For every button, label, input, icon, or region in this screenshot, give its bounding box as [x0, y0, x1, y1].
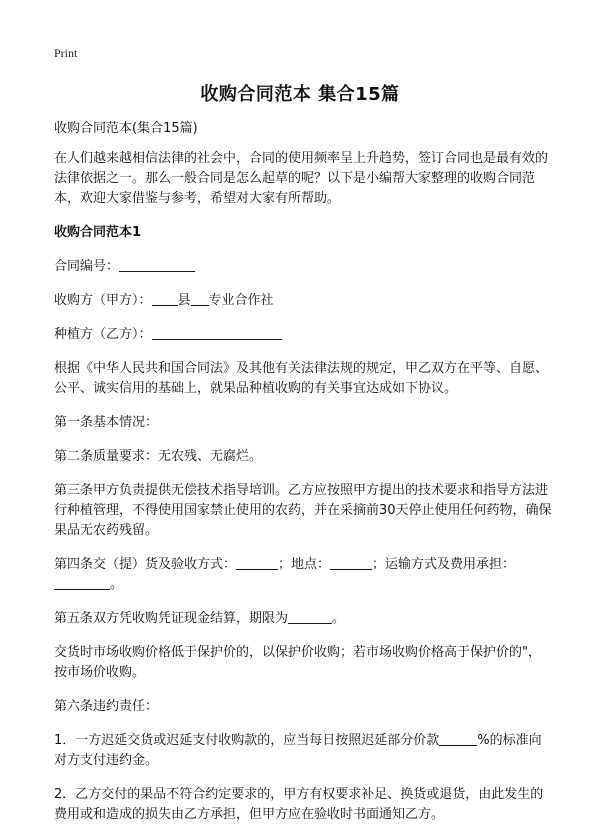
- article-5-blank: [288, 609, 332, 624]
- buyer-coop-blank: [191, 291, 209, 306]
- article-6: 第六条违约责任：: [54, 699, 159, 714]
- buyer-label: 收购方（甲方）：: [54, 293, 152, 308]
- article-4-transport-blank: [54, 575, 110, 590]
- buyer-line: [54, 291, 552, 311]
- intro-paragraph: 在人们越来越相信法律的社会中，合同的使用频率呈上升趋势，签订合同也是最有效的法律依据之一。那么一般合同是怎么起草的呢？以下是小编帮大家整理的收购合同范本，欢迎大家借鉴与参考，希望对大家有所帮助。: [54, 151, 549, 206]
- grower-label: 种植方（乙方）：: [54, 327, 152, 342]
- buyer-county-text: 县: [177, 293, 191, 308]
- contract-number-label: 合同编号：: [54, 259, 120, 274]
- section-heading: 收购合同范本1: [54, 225, 142, 240]
- clause-1: [54, 731, 552, 771]
- grower-blank: [152, 325, 282, 340]
- buyer-county-blank: [152, 291, 178, 306]
- clause-2: 2．乙方交付的果品不符合约定要求的，甲方有权要求补足、换货或退货，由此发生的费用或和造成的损失由乙方承担，但甲方应在验收时书面通知乙方。: [54, 787, 544, 822]
- article-3: 第三条甲方负责提供无偿技术指导培训。乙方应按照甲方提出的技术要求和指导方法进行种植管理，不得使用国家禁止使用的农药，并在采摘前30天停止使用任何药物，确保果品无农药残留。: [54, 483, 552, 538]
- document-title: 收购合同范本 集合15篇: [200, 84, 400, 105]
- contract-number-blank: [119, 257, 195, 272]
- document-body: [54, 119, 552, 839]
- article-4-transport-label: ；运输方式及费用承担：: [372, 557, 516, 572]
- article-4-place-label: ；地点：: [278, 557, 331, 572]
- article-4-place-blank: [330, 555, 372, 570]
- grower-line: [54, 325, 552, 345]
- clause-1-text: 1．一方迟延交货或迟延支付收购款的，应当每日按照迟延部分价款: [54, 733, 440, 748]
- article-4-method-blank: [236, 555, 278, 570]
- clause-1-blank: [439, 731, 477, 746]
- article-1: 第一条基本情况：: [54, 415, 159, 430]
- article-5-text: 第五条双方凭收购凭证现金结算，期限为: [54, 611, 289, 626]
- article-2: 第二条质量要求：无农残、无腐烂。: [54, 449, 263, 464]
- basis-paragraph: 根据《中华人民共和国合同法》及其他有关法律法规的规定，甲乙双方在平等、自愿、公平、诚实信用的基础上，就果品种植收购的有关事宜达成如下协议。: [54, 361, 549, 396]
- document-subtitle: 收购合同范本(集合15篇): [54, 121, 198, 136]
- buyer-coop-text: 专业合作社: [208, 293, 274, 308]
- article-5: [54, 609, 552, 629]
- article-4: [54, 555, 552, 595]
- clause-1-tail: %的标准向对方支付违约金。: [54, 733, 542, 768]
- print-label: Print: [54, 46, 78, 60]
- article-5-end: 。: [332, 611, 346, 626]
- price-clause: 交货时市场收购价格低于保护价的，以保护价收购；若市场收购价格高于保护价的"，按市场价收购。: [54, 645, 541, 680]
- article-4-end: 。: [110, 577, 124, 592]
- contract-number-line: [54, 257, 552, 277]
- article-4-method-label: 第四条交（提）货及验收方式：: [54, 557, 237, 572]
